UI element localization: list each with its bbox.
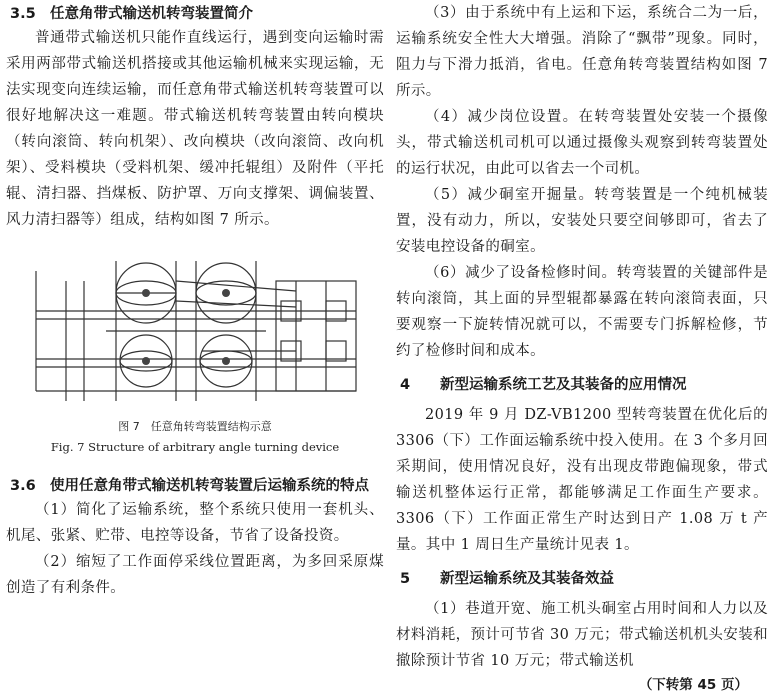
paragraph-3-6-2: （2）缩短了工作面停采线位置距离，为多回采原煤创造了有利条件。 [6, 554, 384, 596]
paragraph-item-5: （5）减少硐室开掘量。转弯装置是一个纯机械装置，没有动力，所以，安装处只要空间够即可，省去了安装电控设备的硐室。 [396, 187, 768, 255]
section-number: 4 [400, 377, 411, 393]
paragraph-3-6-1: （1）简化了运输系统，整个系统只使用一套机头、机尾、张紧、贮带、电控等设备，节省了设备投资。 [6, 502, 384, 544]
paragraph-section-4: 2019 年 9 月 DZ-VB1200 型转弯装置在优化后的 3306（下）工作面运输系统中投入使用。在 3 个多月回采期间，使用情况良好，没有出现皮带跑偏现象，带式输送机整体运行正常，都能够满足工作面生产要求。3306（下）工作面正常生产时达到日产 1.08 万 t 产量。其中 1 周日生产量统计见表 1。 [396, 407, 768, 553]
continued-note: （下转第 45 页） [638, 677, 748, 693]
section-heading-5 [396, 568, 768, 590]
left-column [6, 0, 384, 601]
section-number: 5 [400, 571, 411, 587]
section-title: 任意角带式输送机转弯装置简介 [50, 6, 253, 22]
paragraph-item-3: （3）由于系统中有上运和下运，系统合二为一后，运输系统安全性大大增强。消除了“飘带”现象。同时，阻力与下滑力抵消，省电。任意角转弯装置结构如图 7 所示。 [396, 5, 768, 99]
section-number: 3.6 [10, 478, 36, 494]
figure-7 [6, 241, 384, 459]
paragraph-3-5: 普通带式输送机只能作直线运行，遇到变向运输时需采用两部带式输送机搭接或其他运输机械来实现运输，无法实现变向连续运输，而任意角带式输送机转弯装置可以很好地解决这一难题。带式输送机转弯装置由转向模块（转向滚筒、转向机架）、改向模块（改向滚筒、改向机架）、受料模块（受料机架、缓冲托辊组）及附件（平托辊、清扫器、挡煤板、防护罩、万向支撑架、调偏装置、风力清扫器等）组成，结构如图 7 所示。 [6, 30, 384, 228]
figure-caption-cn: 图 7 任意角转弯装置结构示意 [118, 420, 272, 433]
right-column [396, 0, 768, 696]
figure-caption-en: Fig. 7 Structure of arbitrary angle turning device [50, 440, 340, 454]
section-title: 新型运输系统及其装备效益 [440, 571, 614, 587]
section-number: 3.5 [10, 6, 36, 22]
section-title: 使用任意角带式输送机转弯装置后运输系统的特点 [50, 478, 369, 494]
paragraph-section-5: （1）巷道开宽、施工机头硐室占用时间和人力以及材料消耗，预计可节省 30 万元；带式输送机机头安装和撤除预计节省 10 万元；带式输送机 [396, 601, 768, 669]
section-heading-4 [396, 374, 768, 396]
section-heading-3-6 [6, 475, 384, 497]
paragraph-item-6: （6）减少了设备检修时间。转弯装置的关键部件是转向滚筒，其上面的异型辊都暴露在转向滚筒表面，只要观察一下旋转情况就可以，不需要专门拆解检修，节约了检修时间和成本。 [396, 265, 768, 359]
paragraph-item-4: （4）减少岗位设置。在转弯装置处安装一个摄像头，带式输送机司机可以通过摄像头观察到转弯装置处的运行状况，由此可以省去一个司机。 [396, 109, 768, 177]
section-title: 新型运输系统工艺及其装备的应用情况 [440, 377, 687, 393]
section-heading-3-5 [6, 3, 384, 25]
turning-device-diagram [26, 241, 366, 411]
